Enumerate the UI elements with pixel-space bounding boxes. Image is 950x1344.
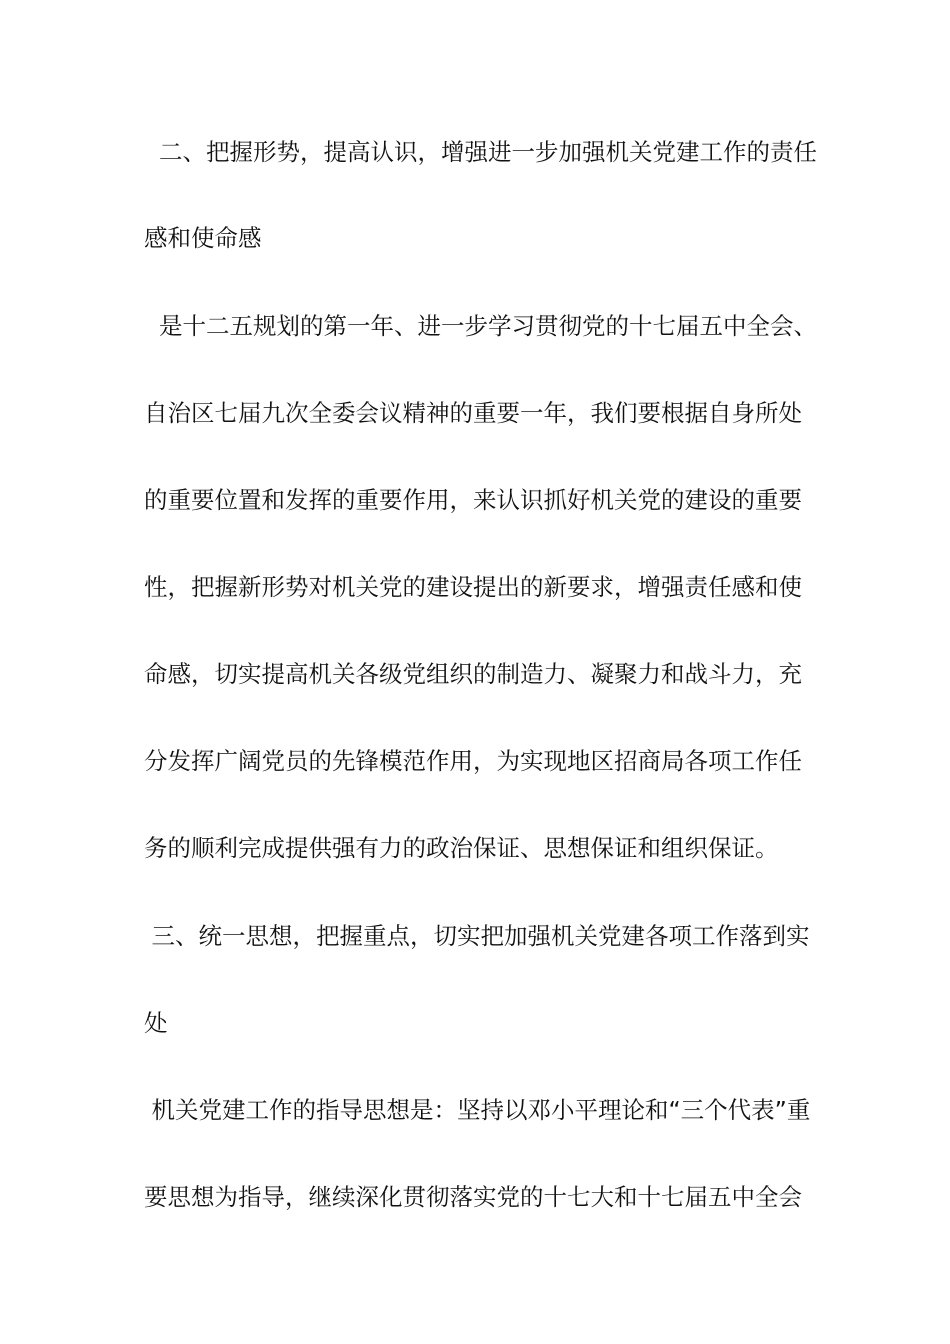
paragraph-line: 是十二五规划的第一年、进一步学习贯彻党的十七届五中全会、 bbox=[144, 312, 817, 340]
paragraph-line: 要思想为指导，继续深化贯彻落实党的十七大和十七届五中全会 bbox=[144, 1183, 802, 1211]
paragraph-line: 分发挥广阔党员的先锋模范作用，为实现地区招商局各项工作任 bbox=[144, 747, 802, 775]
paragraph-line: 务的顺利完成提供强有力的政治保证、思想保证和组织保证。 bbox=[144, 834, 779, 862]
section-two-heading-line-2: 感和使命感 bbox=[144, 224, 262, 252]
paragraph-line: 性，把握新形势对机关党的建设提出的新要求，增强责任感和使 bbox=[144, 573, 802, 601]
section-three-heading-line-2: 处 bbox=[144, 1009, 168, 1037]
section-three-heading-line-1: 三、统一思想，把握重点，切实把加强机关党建各项工作落到实 bbox=[144, 922, 810, 950]
paragraph-line: 自治区七届九次全委会议精神的重要一年，我们要根据自身所处 bbox=[144, 399, 802, 427]
paragraph-line: 机关党建工作的指导思想是：坚持以邓小平理论和“三个代表”重 bbox=[144, 1096, 811, 1124]
section-two-heading-line-1: 二、把握形势，提高认识，增强进一步加强机关党建工作的责任 bbox=[144, 138, 817, 166]
paragraph-line: 的重要位置和发挥的重要作用，来认识抓好机关党的建设的重要 bbox=[144, 486, 802, 514]
paragraph-line: 命感，切实提高机关各级党组织的制造力、凝聚力和战斗力，充 bbox=[144, 660, 802, 688]
